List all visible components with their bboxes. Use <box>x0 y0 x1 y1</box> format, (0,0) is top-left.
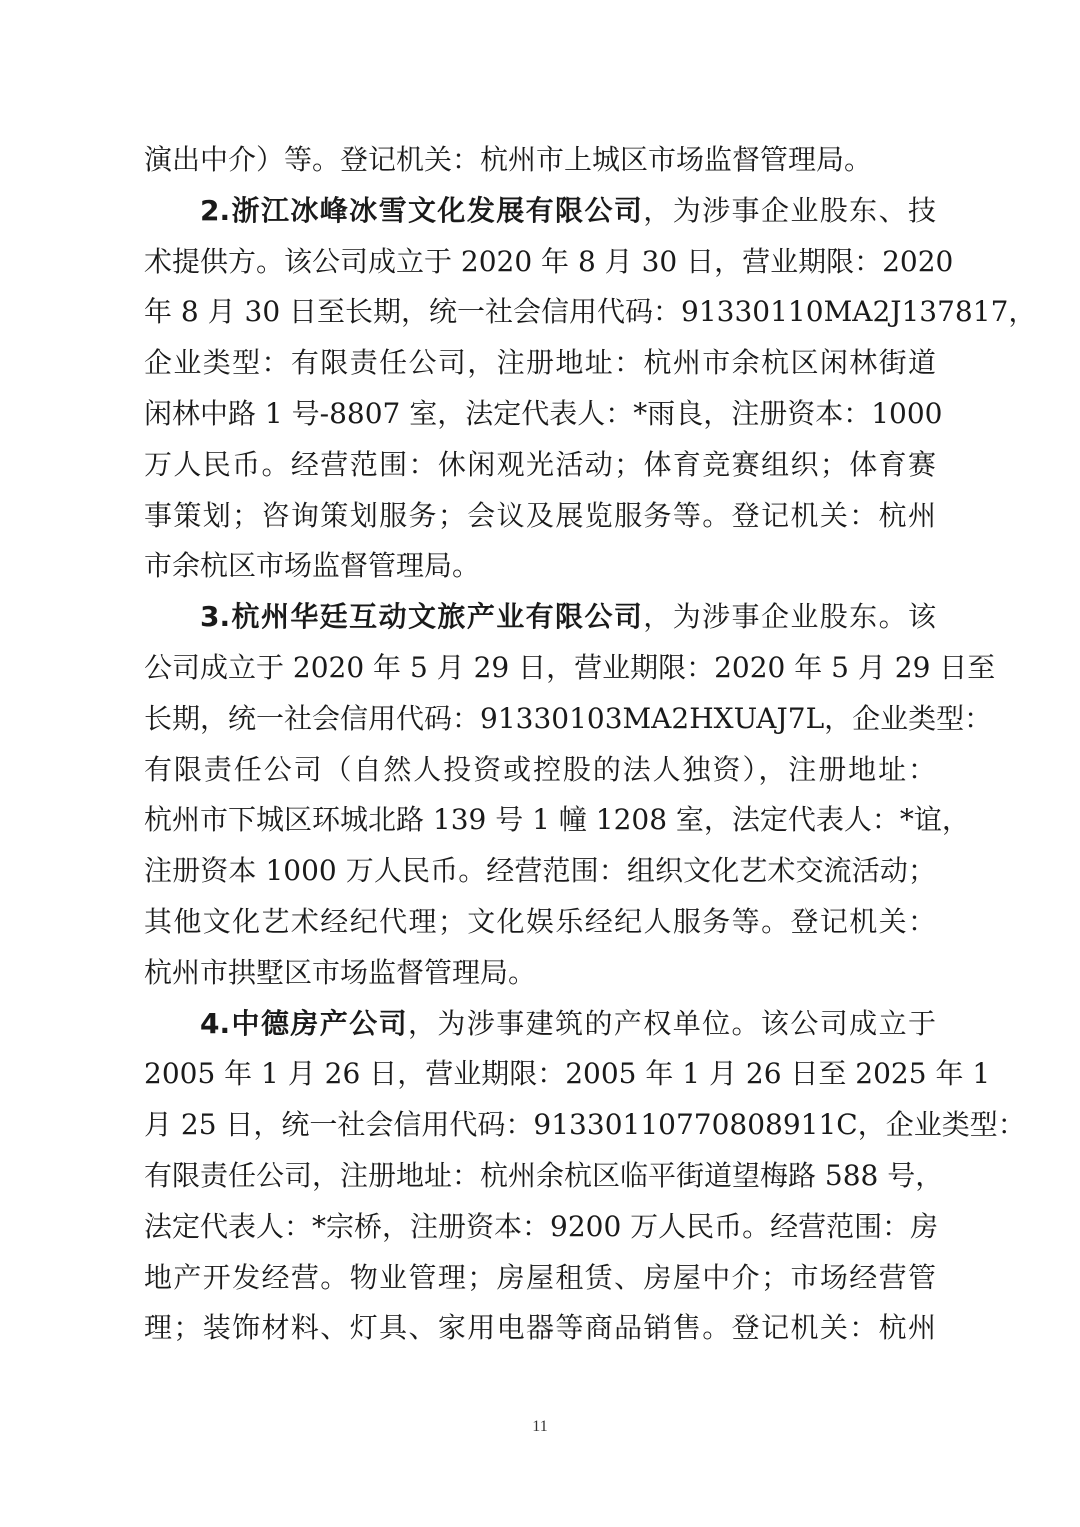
text-line: 企业类型：有限责任公司，注册地址：杭州市余杭区闲林街道 <box>144 346 936 380</box>
text-fragment: ，为涉事建筑的产权单位。该公司成立于 <box>408 1006 936 1040</box>
text-line: 杭州市拱墅区市场监督管理局。 <box>144 955 537 989</box>
company-name-lead: 4.中德房产公司 <box>200 1006 408 1040</box>
text-line: 2005 年 1 月 26 日，营业期限：2005 年 1 月 26 日至 2025 年 1 <box>144 1057 991 1091</box>
company-name-lead: 3.杭州华廷互动文旅产业有限公司 <box>200 600 644 634</box>
text-line: 法定代表人：*宗桥，注册资本：9200 万人民币。经营范围：房 <box>144 1209 939 1243</box>
text-line: 月 25 日，统一社会信用代码：91330110770808911C，企业类型： <box>144 1108 1026 1142</box>
text-line: 有限责任公司（自然人投资或控股的法人独资），注册地址： <box>144 752 936 786</box>
text-line: 演出中介）等。登记机关：杭州市上城区市场监督管理局。 <box>144 143 873 176</box>
company-name-lead: 2.浙江冰峰冰雪文化发展有限公司 <box>200 193 644 227</box>
text-line: 万人民币。经营范围：休闲观光活动；体育竞赛组织；体育赛 <box>144 447 936 481</box>
text-line: 其他文化艺术经纪代理；文化娱乐经纪人服务等。登记机关： <box>144 904 936 938</box>
page-number: 11 <box>532 1418 548 1435</box>
text-line: 理；装饰材料、灯具、家用电器等商品销售。登记机关：杭州 <box>144 1311 936 1345</box>
text-line: 长期，统一社会信用代码：91330103MA2HXUAJ7L，企业类型： <box>144 701 993 735</box>
text-line: 注册资本 1000 万人民币。经营范围：组织文化艺术交流活动； <box>144 854 936 888</box>
document-body <box>144 135 1037 1354</box>
paragraph-heading-line <box>144 186 936 237</box>
text-line: 事策划；咨询策划服务；会议及展览服务等。登记机关：杭州 <box>144 498 936 532</box>
paragraph-heading-line <box>144 592 936 643</box>
text-line: 术提供方。该公司成立于 2020 年 8 月 30 日，营业期限：2020 <box>144 244 954 278</box>
text-line: 闲林中路 1 号-8807 室，法定代表人：*雨良，注册资本：1000 <box>144 396 943 430</box>
text-line: 市余杭区市场监督管理局。 <box>144 549 481 583</box>
text-line: 杭州市下城区环城北路 139 号 1 幢 1208 室，法定代表人：*谊， <box>144 803 970 837</box>
text-line: 地产开发经营。物业管理；房屋租赁、房屋中介；市场经营管 <box>144 1260 936 1294</box>
text-line: 公司成立于 2020 年 5 月 29 日，营业期限：2020 年 5 月 29 日至 <box>144 650 996 684</box>
text-line: 有限责任公司，注册地址：杭州余杭区临平街道望梅路 588 号， <box>144 1158 944 1192</box>
text-line: 年 8 月 30 日至长期，统一社会信用代码：91330110MA2J137817， <box>144 295 1037 329</box>
text-fragment: ，为涉事企业股东。该 <box>643 600 936 634</box>
paragraph-heading-line <box>144 999 936 1050</box>
text-fragment: ，为涉事企业股东、技 <box>643 193 936 227</box>
